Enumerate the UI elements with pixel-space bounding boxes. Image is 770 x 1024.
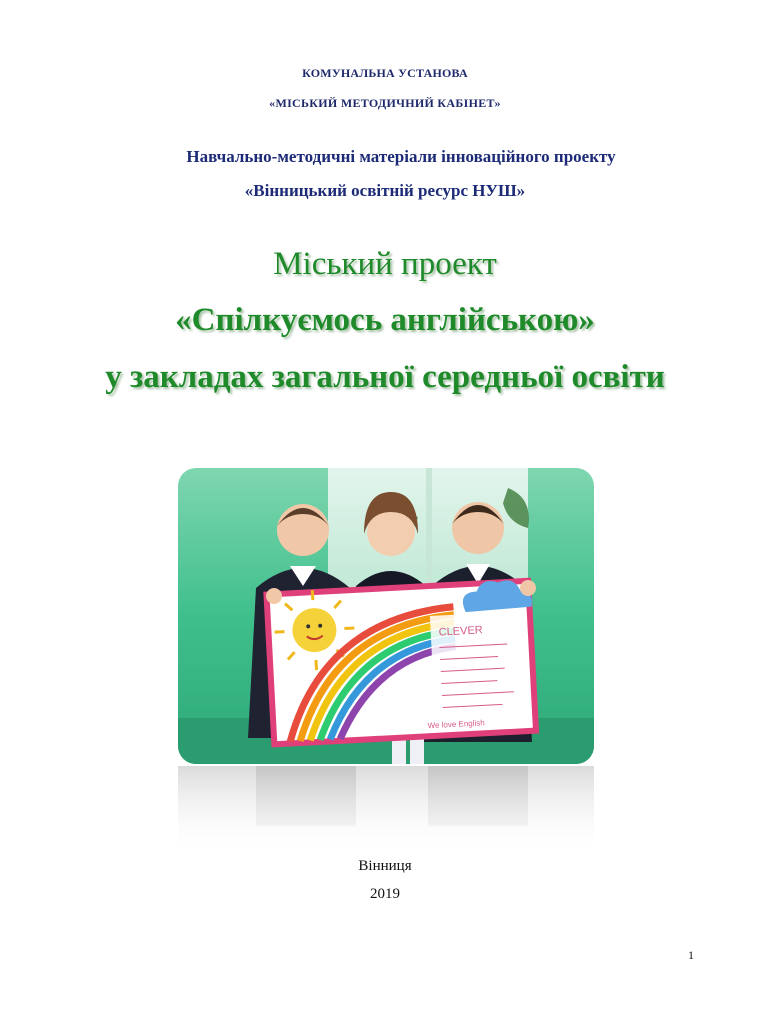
poster-word: CLEVER <box>438 624 484 639</box>
subtitle-line-1: Навчально-методичні матеріали інноваційного проекту <box>186 147 616 166</box>
page-number: 1 <box>688 948 694 962</box>
title-line-2: «Спілкуємось англійською» <box>175 302 595 338</box>
cover-photo <box>178 468 594 764</box>
poster-caption: We love English <box>427 718 485 731</box>
title-line-3: у закладах загальної середньої освіти <box>105 359 665 395</box>
title-line-1: Міський проект <box>273 246 497 282</box>
city-name: Вінниця <box>358 858 412 874</box>
organization-line-2: «МІСЬКИЙ МЕТОДИЧНИЙ КАБІНЕТ» <box>269 96 501 110</box>
organization-line-1: КОМУНАЛЬНА УСТАНОВА <box>302 66 468 80</box>
photo-reflection <box>178 766 594 856</box>
children-with-poster-illustration <box>178 468 594 764</box>
subtitle-line-2: «Вінницький освітній ресурс НУШ» <box>244 181 526 200</box>
publication-year: 2019 <box>370 886 400 902</box>
